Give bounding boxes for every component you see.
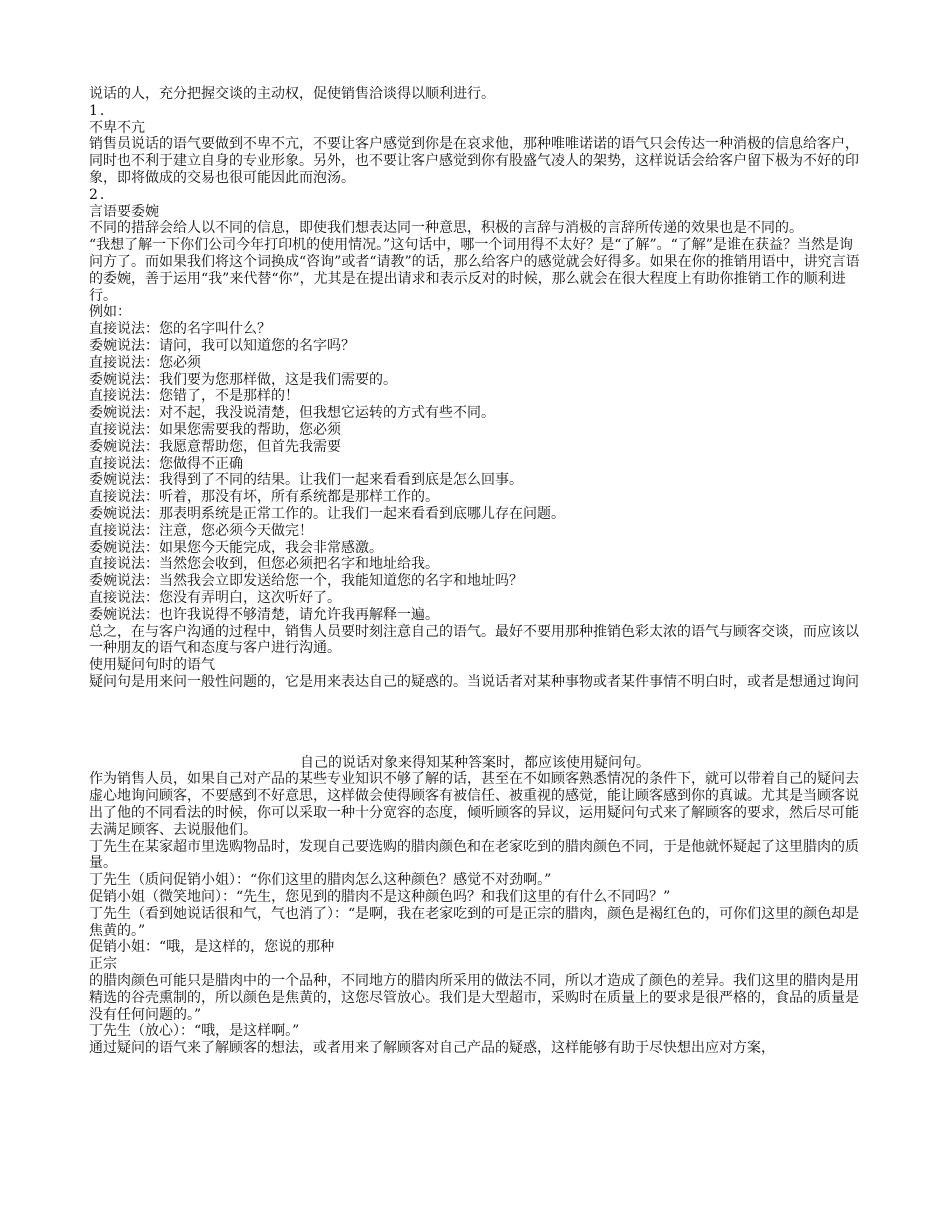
dialogue-line: 促销小姐：“哦，是这样的，您说的那种: [89, 939, 335, 956]
example-line: 委婉说法：我们要为您那样做，这是我们需要的。: [89, 371, 397, 388]
example-line: 委婉说法：我得到了不同的结果。让我们一起来看看到底是怎么回事。: [89, 472, 523, 489]
paragraph: “我想了解一下你们公司今年打印机的使用情况。”这句话中，哪一个词用得不太好？是“了解”。“了解”是谁在获益？当然是询问方了。而如果我们将这个词换成“咨询”或者“请教”的话，那么给客户的感觉就会好得多。如果在你的推销用语中，讲究言语的委婉，善于运用“我”来代替“你”，尤其是在提出请求和表示反对的时候，那么就会在很大程度上有助你推销工作的顺利进行。: [89, 237, 860, 304]
heading: 使用疑问句时的语气: [89, 657, 215, 674]
heading: 不卑不亢: [89, 119, 145, 136]
dialogue-line: 丁先生（质问促销小姐）：“你们这里的腊肉怎么这种颜色？感觉不对劲啊。”: [89, 872, 552, 889]
example-line: 直接说法：听着，那没有坏，所有系统都是那样工作的。: [89, 489, 439, 506]
page-gap: [89, 691, 861, 755]
dialogue-line: 的腊肉颜色可能只是腊肉中的一个品种，不同地方的腊肉所采用的做法不同，所以才造成了颜色的差异。我们这里的腊肉是用精选的谷壳熏制的，所以颜色是焦黄的，这您尽管放心。我们是大型超市，采购时在质量上的要求是很严格的，食品的质量是没有任何问题的。”: [89, 973, 859, 1023]
example-line: 直接说法：您必须: [89, 354, 201, 371]
dialogue-line: 促销小姐（微笑地问）：“先生，您见到的腊肉不是这种颜色吗？和我们这里的有什么不同吗？”: [89, 889, 671, 906]
paragraph: 说话的人，充分把握交谈的主动权，促使销售洽谈得以顺利进行。: [89, 86, 495, 102]
document-page: [89, 86, 861, 1057]
paragraph: 销售员说话的语气要做到不卑不亢，不要让客户感觉到你是在哀求他，那种唯唯诺诺的语气只会传达一种消极的信息给客户，同时也不利于建立自身的专业形象。另外，也不要让客户感觉到你有股盛气凌人的架势，这样说话会给客户留下极为不好的印象，即将做成的交易也很可能因此而泡汤。: [89, 136, 859, 186]
section-questions: [89, 755, 861, 1057]
example-line: 直接说法：您错了，不是那样的！: [89, 388, 299, 405]
example-line: 委婉说法：当然我会立即发送给您一个，我能知道您的名字和地址吗？: [89, 573, 523, 590]
example-line: 委婉说法：请问，我可以知道您的名字吗？: [89, 337, 355, 354]
paragraph: 疑问句是用来问一般性问题的，它是用来表达自己的疑惑的。当说话者对某种事物或者某件事情不明白时，或者是想通过询问: [89, 673, 859, 690]
dialogue-line: 丁先生（看到她说话很和气，气也消了）：“是啊，我在老家吃到的可是正宗的腊肉，颜色是褐红色的，可你们这里的颜色却是焦黄的。”: [89, 905, 860, 939]
dialogue-line: 丁先生（放心）：“哦，是这样啊。”: [89, 1023, 300, 1040]
example-line: 委婉说法：那表明系统是正常工作的。让我们一起来看看到底哪儿存在问题。: [89, 505, 565, 522]
example-line: 委婉说法：也许我说得不够清楚，请允许我再解释一遍。: [89, 606, 439, 623]
paragraph: 丁先生在某家超市里选购物品时，发现自己要选购的腊肉颜色和在老家吃到的腊肉颜色不同，于是他就怀疑起了这里腊肉的质量。: [89, 838, 859, 872]
example-line: 直接说法：注意，您必须今天做完！: [89, 522, 313, 539]
list-number: 2．: [89, 186, 116, 203]
paragraph: 总之，在与客户沟通的过程中，销售人员要时刻注意自己的语气。最好不要用那种推销色彩太浓的语气与顾客交谈，而应该以一种朋友的语气和态度与客户进行沟通。: [89, 623, 859, 657]
example-line: 委婉说法：如果您今天能完成，我会非常感激。: [89, 539, 383, 556]
example-line: 直接说法：如果您需要我的帮助，您必须: [89, 421, 341, 438]
list-number: 1．: [89, 102, 116, 119]
example-line: 直接说法：您的名字叫什么？: [89, 321, 271, 338]
dialogue-line: 正宗: [89, 956, 117, 973]
paragraph: 例如：: [89, 304, 131, 321]
paragraph: 不同的措辞会给人以不同的信息，即使我们想表达同一种意思，积极的言辞与消极的言辞所传递的效果也是不同的。: [89, 220, 803, 237]
example-line: 委婉说法：对不起，我没说清楚，但我想它运转的方式有些不同。: [89, 405, 495, 422]
heading: 言语要委婉: [89, 203, 159, 220]
example-line: 委婉说法：我愿意帮助您，但首先我需要: [89, 438, 341, 455]
section-tone-and-wording: [89, 86, 861, 691]
example-line: 直接说法：当然您会收到，但您必须把名字和地址给我。: [89, 556, 439, 573]
example-line: 直接说法：您做得不正确: [89, 455, 243, 472]
paragraph: 作为销售人员，如果自己对产品的某些专业知识不够了解的话，甚至在不如顾客熟悉情况的条件下，就可以带着自己的疑问去虚心地询问顾客，不要感到不好意思，这样做会使得顾客有被信任、被重视的感觉，能让顾客感到你的真诚。尤其是当顾客说出了他的不同看法的时候，你可以采取一种十分宽容的态度，倾听顾客的异议，运用疑问句式来了解顾客的要求，然后尽可能去满足顾客、去说服他们。: [89, 771, 859, 838]
example-line: 直接说法：您没有弄明白，这次听好了。: [89, 589, 341, 606]
paragraph: 通过疑问的语气来了解顾客的想法，或者用来了解顾客对自己产品的疑惑，这样能够有助于尽快想出应对方案，: [89, 1040, 775, 1057]
paragraph: 自己的说话对象来得知某种答案时，都应该使用疑问句。: [300, 754, 650, 771]
